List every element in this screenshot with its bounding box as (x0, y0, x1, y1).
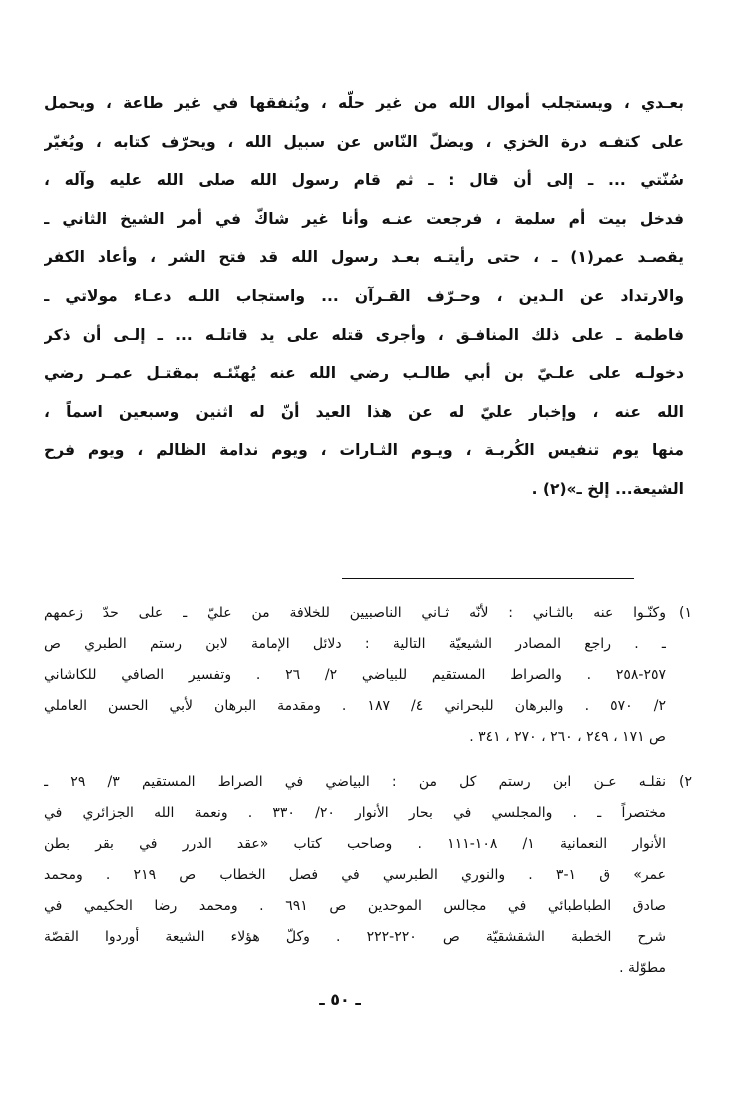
main-text-line: فدخل بيت أم سلمة ، فرجعت عنـه وأنا غير شاكّ في أمر الشيخ الثاني ـ (44, 209, 684, 228)
footnote-line: ص ١٧١ ، ٢٤٩ ، ٢٦٠ ، ٢٧٠ ، ٣٤١ . (469, 729, 666, 745)
main-text-line: منها يوم تنفيس الكُربـة ، ويـوم الثـارات ، ويوم ندامة الظالم ، ويوم فرح (44, 441, 684, 460)
main-text-line: يقصـد عمر(١) ـ ، حتى رأيتـه بعـد رسول الله قد فتح الشر ، وأعاد الكفر (44, 248, 684, 267)
footnote-line: شرح الخطبة الشقشقيّة ص ٢٢٠-٢٢٢ . وكلّ هؤلاء الشيعة أوردوا القصّة (44, 929, 666, 945)
main-text-line: بعـدي ، ويستجلب أموال الله من غير حلّه ، ويُنفقها في غير طاعة ، ويحمل (44, 94, 684, 112)
footnote-line: الأنوار النعمانية ١/ ١٠٨-١١١ . وصاحب كتاب «عقد الدرر في بقر بطن (44, 836, 666, 852)
main-text-line: على كتفـه درة الخزي ، ويضلّ النّاس عن سبيل الله ، ويحرّف كتابه ، ويُغيّر (44, 132, 684, 151)
footnote-divider (342, 578, 634, 579)
footnote-text (44, 598, 666, 753)
main-text-line: الشيعة... إلخ ـ»(٢) . (531, 479, 684, 498)
footnote-marker: ٢) (679, 774, 692, 790)
footnote-line: وكنّـوا عنه بالثـاني : لأنّه ثـاني الناصبيين للخلافة من عليّ ـ على حدّ زعمهم (44, 605, 666, 621)
main-text-line: الله عنه ، وإخبار عليّ له عن هذا العيد أنّ له اثنين وسبعين اسماً ، (44, 402, 684, 421)
footnote-line: نقلـه عـن ابن رستم كل من : البياضي في الصراط المستقيم ٣/ ٢٩ ـ (44, 774, 666, 790)
main-text-block (44, 84, 684, 509)
footnote-line: ـ . راجع المصادر الشيعيّة التالية : دلائل الإمامة لابن رستم الطبري ص (44, 636, 666, 652)
footnote-line: ٢/ ٥٧٠ . والبرهان للبحراني ٤/ ١٨٧ . ومقدمة البرهان لأبي الحسن العاملي (44, 698, 666, 714)
footnote-line: مختصراً ـ . والمجلسي في بحار الأنوار ٢٠/ ٣٣٠ . ونعمة الله الجزائري في (44, 805, 666, 821)
footnote-line: عمر» ق ١-٣ . والنوري الطبرسي في فصل الخطاب ص ٢١٩ . ومحمد (44, 867, 666, 883)
footnotes-section (44, 598, 692, 998)
main-text-line: دخولـه على علـيّ بن أبي طالـب رضي الله عنه يُهنّئـه بمقتـل عمـر رضي (44, 364, 684, 383)
main-text-line: فاطمة ـ على ذلك المنافـق ، وأجرى قتله على يد قاتلـه ... ـ إلـى أن ذكر (44, 325, 684, 344)
footnote-2 (44, 767, 692, 984)
footnote-line: ٢٥٧-٢٥٨ . والصراط المستقيم للبياضي ٢/ ٢٦ . وتفسير الصافي للكاشاني (44, 667, 666, 683)
main-text-line: والارتداد عن الـدين ، وحـرّف القـرآن ... واستجاب اللـه دعـاء مولاتي ـ (44, 286, 684, 305)
footnote-1 (44, 598, 692, 753)
main-text-line: سُنّتي ... ـ إلى أن قال : ـ ثم قام رسول الله صلى الله عليه وآله ، (44, 171, 684, 190)
footnote-text (44, 767, 666, 984)
footnote-marker: ١) (679, 605, 692, 621)
footnote-line: مطوّلة . (619, 960, 666, 976)
page-number: ـ ٥٠ ـ (319, 990, 361, 1009)
footnote-line: صادق الطباطبائي في مجالس الموحدين ص ٦٩١ . ومحمد رضا الحكيمي في (44, 898, 666, 914)
